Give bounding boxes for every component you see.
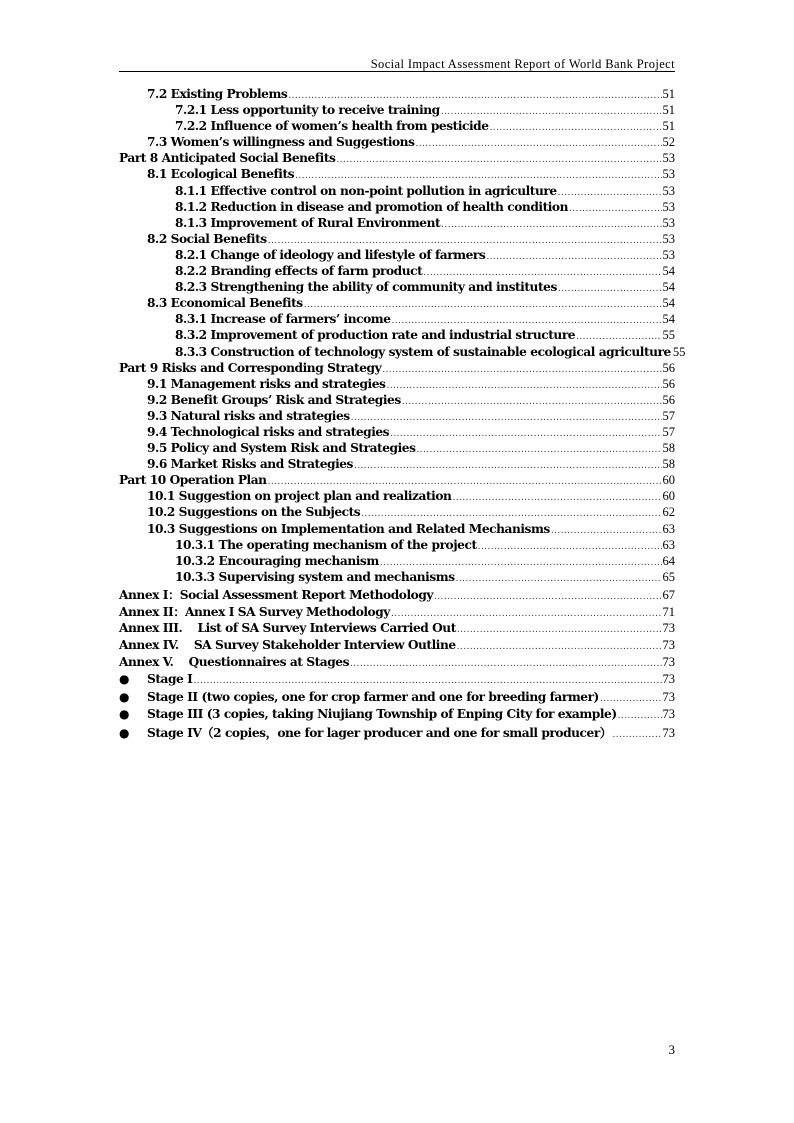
- toc-entry[interactable]: [119, 184, 675, 200]
- toc-entry-page: 60: [662, 489, 675, 504]
- bullet-icon: ●: [119, 672, 130, 687]
- dot-leader: [457, 625, 662, 635]
- toc-entry[interactable]: [119, 135, 675, 151]
- toc-entry[interactable]: [119, 554, 675, 570]
- toc-entry[interactable]: [119, 505, 675, 521]
- header-rule: [119, 71, 675, 72]
- toc-entry-page: 53: [662, 183, 675, 198]
- toc-entry-title: 10.3.3 Supervising system and mechanisms: [175, 569, 455, 584]
- dot-leader: [600, 694, 662, 704]
- toc-entry-page: 57: [662, 424, 675, 439]
- toc-entry[interactable]: [119, 280, 675, 296]
- dot-leader: [576, 332, 661, 342]
- bullet-icon: ●: [119, 706, 130, 721]
- dot-leader: [304, 300, 662, 310]
- toc-entry-title: 8.1.1 Effective control on non-point pollution in agriculture: [175, 183, 557, 198]
- toc-entry-page: 53: [662, 167, 675, 182]
- dot-leader: [336, 155, 661, 165]
- dot-leader: [268, 477, 662, 487]
- toc-entry[interactable]: [119, 232, 675, 248]
- dot-leader: [613, 730, 662, 740]
- toc-entry-page: 60: [662, 473, 675, 488]
- dot-leader: [386, 381, 661, 391]
- toc-entry[interactable]: [119, 200, 675, 216]
- dot-leader: [558, 188, 662, 198]
- toc-entry-title: 8.1.2 Reduction in disease and promotion of health condition: [175, 199, 569, 214]
- toc-entry-title: 9.3 Natural risks and strategies: [147, 408, 350, 423]
- toc-entry-title: Annex V. Questionnaires at Stages: [119, 655, 350, 670]
- toc-entry-page: 53: [662, 247, 675, 262]
- toc-annex-entry[interactable]: [119, 638, 675, 655]
- toc-entry[interactable]: [119, 119, 675, 135]
- toc-entry-page: 73: [662, 620, 675, 635]
- toc-stage-entry[interactable]: [119, 690, 675, 707]
- toc-entry-title: 10.3.1 The operating mechanism of the project: [175, 537, 477, 552]
- dot-leader: [441, 220, 661, 230]
- dot-leader: [268, 236, 662, 246]
- toc-entry[interactable]: [119, 377, 675, 393]
- toc-entry-title: Stage II (two copies, one for crop farmer and one for breeding farmer): [147, 689, 599, 704]
- toc-entry-title: Annex III. List of SA Survey Interviews Carried Out: [119, 620, 456, 635]
- toc-entry[interactable]: [119, 425, 675, 441]
- toc-entry-title: 9.6 Market Risks and Strategies: [147, 457, 353, 472]
- toc-entry[interactable]: [119, 151, 675, 167]
- toc-entry-page: 52: [662, 135, 675, 150]
- dot-leader: [380, 558, 662, 568]
- toc-entry-title: 8.3 Economical Benefits: [147, 296, 303, 311]
- toc-entry-title: 7.2 Existing Problems: [147, 87, 288, 101]
- dot-leader: [295, 171, 661, 181]
- toc-annex-entry[interactable]: [119, 655, 675, 672]
- toc-entry-page: 73: [662, 637, 675, 652]
- toc-entry-title: Stage III (3 copies, taking Niujiang Township of Enping City for example): [147, 706, 617, 721]
- toc-entry-page: 56: [662, 376, 675, 391]
- toc-entry-title: Part 9 Risks and Corresponding Strategy: [119, 360, 382, 375]
- bullet-icon: ●: [119, 689, 130, 704]
- dot-leader: [569, 204, 661, 214]
- toc-entry-page: 51: [662, 119, 675, 134]
- toc-stage-entry[interactable]: [119, 672, 675, 689]
- toc-entry-page: 63: [662, 521, 675, 536]
- dot-leader: [402, 397, 662, 407]
- toc-entry-title: 10.3.2 Encouraging mechanism: [175, 553, 379, 568]
- dot-leader: [618, 711, 662, 721]
- toc-entry[interactable]: [119, 344, 686, 361]
- toc-entry[interactable]: [119, 457, 675, 473]
- toc-entry-page: 53: [662, 199, 675, 214]
- toc-entry-title: Stage I: [147, 672, 193, 687]
- toc-entry-title: 9.1 Management risks and strategies: [147, 376, 386, 391]
- dot-leader: [390, 429, 661, 439]
- toc-entry-page: 62: [662, 505, 675, 520]
- toc-entry-page: 67: [662, 587, 675, 602]
- toc-entry-title: 10.2 Suggestions on the Subjects: [147, 505, 361, 520]
- toc-entry-title: Part 8 Anticipated Social Benefits: [119, 151, 336, 166]
- toc-entry-title: 10.3 Suggestions on Implementation and Related Mechanisms: [147, 521, 550, 536]
- dot-leader: [457, 642, 662, 652]
- toc-entry-page: 53: [662, 151, 675, 166]
- toc-entry[interactable]: [119, 87, 675, 103]
- dot-leader: [382, 365, 661, 375]
- dot-leader: [351, 413, 662, 423]
- toc-entry-title: 8.3.3 Construction of technology system of sustainable ecological agriculture: [175, 344, 671, 359]
- toc-entry-page: 55: [662, 328, 675, 343]
- toc-entry-page: 58: [662, 457, 675, 472]
- toc-entry-title: 9.4 Technological risks and strategies: [147, 424, 390, 439]
- toc-entry-title: 10.1 Suggestion on project plan and realization: [147, 489, 452, 504]
- toc-entry-page: 54: [662, 312, 675, 327]
- toc-entry[interactable]: [119, 473, 675, 489]
- toc-entry-page: 58: [662, 441, 675, 456]
- toc-entry[interactable]: [119, 441, 675, 457]
- toc-entry-page: 57: [662, 408, 675, 423]
- dot-leader: [350, 659, 661, 669]
- toc-entry-page: 54: [662, 280, 675, 295]
- toc-entry-title: 8.3.1 Increase of farmers’ income: [175, 312, 391, 327]
- toc-entry-title: 8.3.2 Improvement of production rate and industrial structure: [175, 328, 576, 343]
- dot-leader: [354, 461, 662, 471]
- toc-entry[interactable]: [119, 409, 675, 425]
- dot-leader: [558, 284, 662, 294]
- toc-entry-page: 71: [662, 605, 675, 620]
- toc-entry-title: 9.5 Policy and System Risk and Strategies: [147, 441, 416, 456]
- toc-entry[interactable]: [119, 393, 675, 409]
- toc-entry-title: 8.1.3 Improvement of Rural Environment: [175, 215, 441, 230]
- toc-entry-page: 65: [662, 569, 675, 584]
- toc-entry[interactable]: [119, 328, 675, 344]
- dot-leader: [441, 107, 662, 117]
- toc-entry[interactable]: [119, 312, 675, 328]
- toc-annex-entry[interactable]: [119, 603, 675, 620]
- toc-entry-title: 9.2 Benefit Groups’ Risk and Strategies: [147, 392, 401, 407]
- toc-entry-title: Stage IV（2 copies，one for lager producer and one for small producer）: [147, 726, 612, 741]
- running-header: Social Impact Assessment Report of World Bank Project: [370, 57, 675, 71]
- dot-leader: [392, 316, 662, 326]
- dot-leader: [416, 139, 662, 149]
- toc-entry-page: 73: [662, 672, 675, 687]
- toc-entry-title: Part 10 Operation Plan: [119, 473, 267, 488]
- toc-entry-title: 8.2.1 Change of ideology and lifestyle of farmers: [175, 247, 486, 262]
- toc-entry-page: 54: [662, 296, 675, 311]
- toc-entry-page: 55: [672, 344, 686, 359]
- toc-entry[interactable]: [119, 103, 675, 119]
- toc-entry[interactable]: [119, 216, 675, 232]
- toc-entry-page: 73: [662, 689, 675, 704]
- toc-stage-entry[interactable]: [119, 724, 675, 741]
- bullet-icon: ●: [119, 726, 130, 741]
- toc-entry[interactable]: [119, 489, 675, 505]
- toc-entry-page: 56: [662, 360, 675, 375]
- toc-entry-title: 7.2.1 Less opportunity to receive training: [175, 103, 440, 118]
- toc-entry-page: 63: [662, 537, 675, 552]
- toc-entry-page: 53: [662, 231, 675, 246]
- toc-annex-entry[interactable]: [119, 621, 675, 638]
- toc-entry-page: 56: [662, 392, 675, 407]
- toc-entry[interactable]: [119, 522, 675, 538]
- page-number: 3: [668, 1042, 675, 1057]
- dot-leader: [434, 592, 661, 602]
- dot-leader: [288, 91, 661, 101]
- toc-entry-page: 51: [662, 87, 675, 101]
- toc-entry-page: 54: [662, 264, 675, 279]
- dot-leader: [456, 574, 662, 584]
- toc-entry-title: 8.1 Ecological Benefits: [147, 167, 295, 182]
- toc-entry-title: 8.2 Social Benefits: [147, 231, 267, 246]
- dot-leader: [478, 542, 662, 552]
- dot-leader: [361, 509, 661, 519]
- toc-entry-title: 7.3 Women’s willingness and Suggestions: [147, 135, 415, 150]
- dot-leader: [417, 445, 662, 455]
- toc-entry-page: 73: [662, 655, 675, 670]
- toc-entry[interactable]: [119, 570, 675, 586]
- toc-entry-title: 7.2.2 Influence of women’s health from pesticide: [175, 119, 489, 134]
- dot-leader: [490, 123, 662, 133]
- toc-entry-title: Annex I：Social Assessment Report Methodology: [119, 587, 434, 602]
- dot-leader: [551, 526, 662, 536]
- dot-leader: [486, 252, 661, 262]
- toc-entry-title: 8.2.3 Strengthening the ability of community and institutes: [175, 280, 557, 295]
- toc-entry[interactable]: [119, 538, 675, 554]
- toc-entry[interactable]: [119, 264, 675, 280]
- toc-entry-page: 73: [662, 726, 675, 741]
- toc-entry-title: Annex II：Annex I SA Survey Methodology: [119, 605, 390, 620]
- table-of-contents: [119, 87, 686, 742]
- toc-entry-title: Annex IV. SA Survey Stakeholder Interview Outline: [119, 637, 456, 652]
- toc-entry[interactable]: [119, 361, 675, 377]
- toc-entry[interactable]: [119, 167, 675, 183]
- toc-annex-entry[interactable]: [119, 586, 675, 603]
- toc-entry-page: 53: [662, 215, 675, 230]
- dot-leader: [391, 609, 662, 619]
- dot-leader: [423, 268, 661, 278]
- toc-entry[interactable]: [119, 248, 675, 264]
- toc-stage-entry[interactable]: [119, 707, 675, 724]
- toc-entry[interactable]: [119, 296, 675, 312]
- dot-leader: [452, 493, 661, 503]
- dot-leader: [193, 676, 661, 686]
- toc-entry-title: 8.2.2 Branding effects of farm product: [175, 264, 423, 279]
- toc-entry-page: 64: [662, 553, 675, 568]
- toc-entry-page: 73: [662, 706, 675, 721]
- toc-entry-page: 51: [662, 103, 675, 118]
